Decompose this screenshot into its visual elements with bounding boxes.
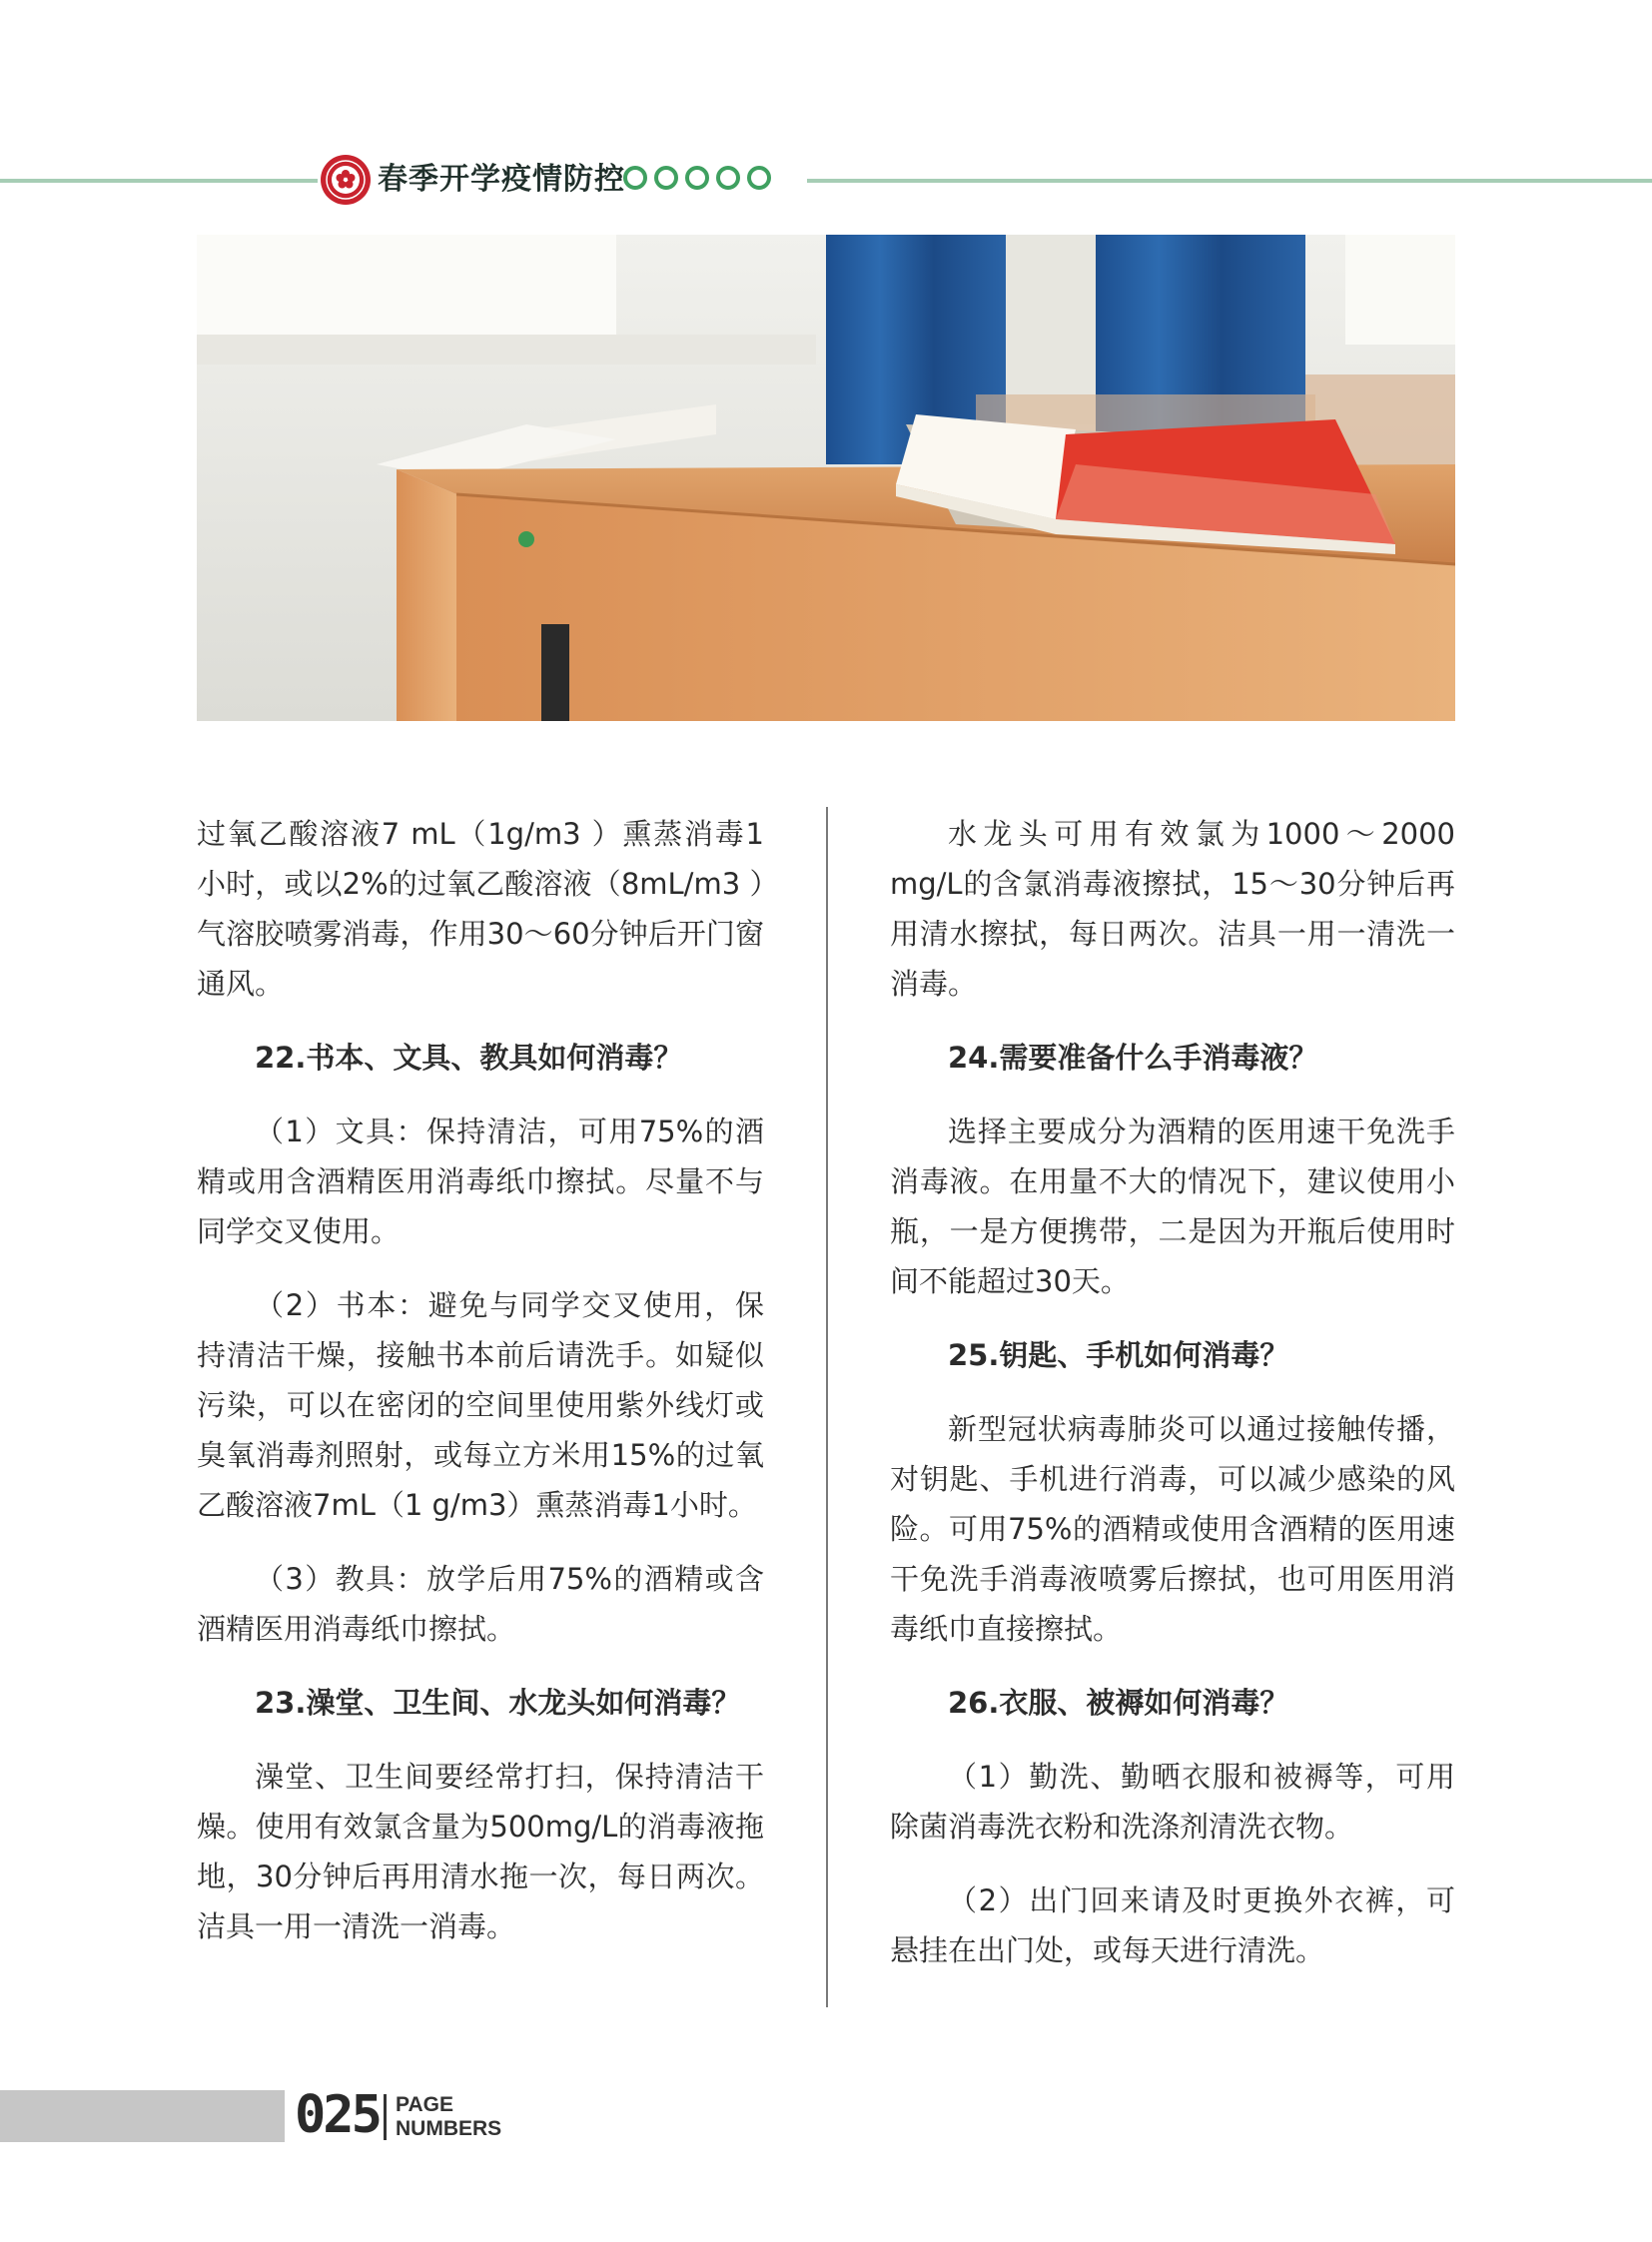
page-label: [396, 2093, 501, 2141]
paragraph: 新型冠状病毒肺炎可以通过接触传播，对钥匙、手机进行消毒，可以减少感染的风险。可用75%的酒精或使用含酒精的医用速干免洗手消毒液喷雾后擦拭，也可用医用消毒纸巾直接擦拭。: [890, 1412, 1455, 1646]
paragraph: （1）文具：保持清洁，可用75%的酒精或用含酒精医用消毒纸巾擦拭。尽量不与同学交叉使用。: [197, 1115, 764, 1248]
paragraph: 水龙头可用有效氯为1000～2000 mg/L的含氯消毒液擦拭，15～30分钟后再用清水擦拭，每日两次。洁具一用一清洗一消毒。: [890, 817, 1455, 1001]
section-heading-24: 24.需要准备什么手消毒液？: [948, 1041, 1318, 1075]
page-label-line2: NUMBERS: [396, 2117, 502, 2140]
section-heading-22: 22.书本、文具、教具如何消毒？: [255, 1041, 683, 1075]
header-dot-icon: [685, 166, 709, 190]
page-label-line1: PAGE: [396, 2093, 453, 2116]
header-dot-icon: [623, 166, 647, 190]
page-number: 025: [295, 2085, 380, 2145]
header-dot-icon: [747, 166, 771, 190]
paragraph: （2）书本：避免与同学交叉使用，保持清洁干燥，接触书本前后请洗手。如疑似污染，可以在密闭的空间里使用紫外线灯或臭氧消毒剂照射，或每立方米用15%的过氧乙酸溶液7mL（1 g/m3）熏蒸消毒1小时。: [197, 1288, 764, 1522]
paragraph: 澡堂、卫生间要经常打扫，保持清洁干燥。使用有效氯含量为500mg/L的消毒液拖地，30分钟后再用清水拖一次，每日两次。洁具一用一清洗一消毒。: [197, 1760, 764, 1943]
school-seal-icon: [320, 154, 372, 206]
left-column: [197, 809, 764, 1975]
paragraph: 过氧乙酸溶液7 mL（1g/m3 ）熏蒸消毒1小时，或以2%的过氧乙酸溶液（8mL/m3 ）气溶胶喷雾消毒，作用30～60分钟后开门窗通风。: [197, 817, 764, 1001]
paragraph: （1）勤洗、勤晒衣服和被褥等，可用除菌消毒洗衣粉和洗涤剂清洗衣物。: [890, 1760, 1455, 1844]
right-column: [890, 809, 1455, 1999]
paragraph: （2）出门回来请及时更换外衣裤，可悬挂在出门处，或每天进行清洗。: [890, 1883, 1455, 1967]
column-divider: [826, 807, 828, 2007]
section-heading-23: 23.澡堂、卫生间、水龙头如何消毒？: [255, 1686, 741, 1720]
header-dot-icon: [654, 166, 678, 190]
section-heading-26: 26.衣服、被褥如何消毒？: [948, 1686, 1289, 1720]
footer-separator: [384, 2094, 387, 2140]
header-rule-left: [0, 179, 318, 183]
paragraph: （3）教具：放学后用75%的酒精或含酒精医用消毒纸巾擦拭。: [197, 1562, 764, 1646]
paragraph: 选择主要成分为酒精的医用速干免洗手消毒液。在用量不大的情况下，建议使用小瓶，一是方便携带，二是因为开瓶后使用时间不能超过30天。: [890, 1115, 1455, 1298]
header-rule-right: [807, 179, 1652, 183]
classroom-desk-photo: [197, 235, 1455, 721]
header-dot-icon: [716, 166, 740, 190]
footer-bar: [0, 2090, 285, 2142]
section-heading-25: 25.钥匙、手机如何消毒？: [948, 1338, 1289, 1372]
header-dots: [623, 166, 771, 190]
header-title: 春季开学疫情防控: [378, 162, 625, 197]
